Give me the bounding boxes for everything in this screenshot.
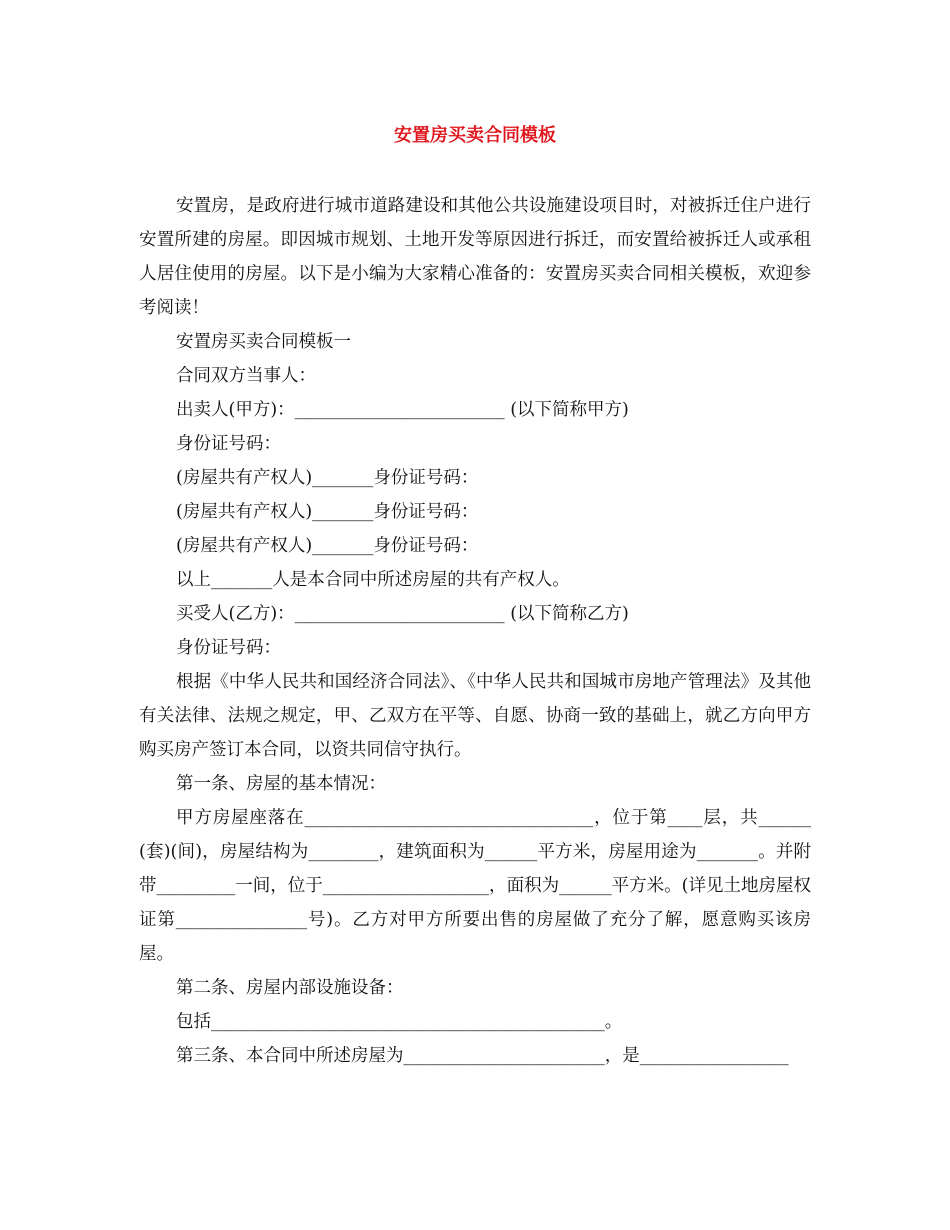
- seller-line: 出卖人(甲方)：________________________ (以下简称甲方): [176, 400, 629, 420]
- document-body: [139, 189, 811, 1073]
- buyer-id-line: 身份证号码：: [176, 638, 281, 658]
- buyer-line: 买受人(乙方)：________________________ (以下简称乙方): [176, 604, 629, 624]
- intro-paragraph: 安置房，是政府进行城市道路建设和其他公共设施建设项目时，对被拆迁住户进行安置所建的房屋。即因城市规划、土地开发等原因进行拆迁，而安置给被拆迁人或承租人居住使用的房屋。以下是小编为大家精心准备的：安置房买卖合同相关模板，欢迎参考阅读！: [139, 196, 811, 318]
- co-owner-line: (房屋共有产权人)_______身份证号码：: [176, 468, 479, 488]
- co-owner-line: (房屋共有产权人)_______身份证号码：: [176, 536, 479, 556]
- article-1-heading: 第一条、房屋的基本情况：: [176, 774, 386, 794]
- co-owners-summary-line: 以上_______人是本合同中所述房屋的共有产权人。: [176, 570, 570, 590]
- article-3-line: 第三条、本合同中所述房屋为_______________________，是_________________: [176, 1046, 789, 1066]
- document-title: 安置房买卖合同模板: [394, 125, 556, 146]
- co-owner-line: (房屋共有产权人)_______身份证号码：: [176, 502, 479, 522]
- section-heading: 安置房买卖合同模板一: [176, 332, 351, 352]
- article-2-line: 包括_____________________________________________。: [176, 1012, 623, 1032]
- article-2-heading: 第二条、房屋内部设施设备：: [176, 978, 404, 998]
- parties-heading: 合同双方当事人：: [176, 366, 316, 386]
- seller-id-line: 身份证号码：: [176, 434, 281, 454]
- legal-basis-paragraph: 根据《中华人民共和国经济合同法》、《中华人民共和国城市房地产管理法》及其他有关法律、法规之规定，甲、乙双方在平等、自愿、协商一致的基础上，就乙方向甲方购买房产签订本合同，以资共同信守执行。: [139, 672, 811, 760]
- article-1-paragraph: 甲方房屋座落在_________________________________，位于第____层，共______(套)(间)，房屋结构为________，建筑面积为______平方米，房屋用途为_______。并附带_________一间，位于___________________，面积为______平方米。(详见土地房屋权证第_______________号)。乙方对甲方所要出售的房屋做了充分了解，愿意购买该房屋。: [139, 808, 811, 964]
